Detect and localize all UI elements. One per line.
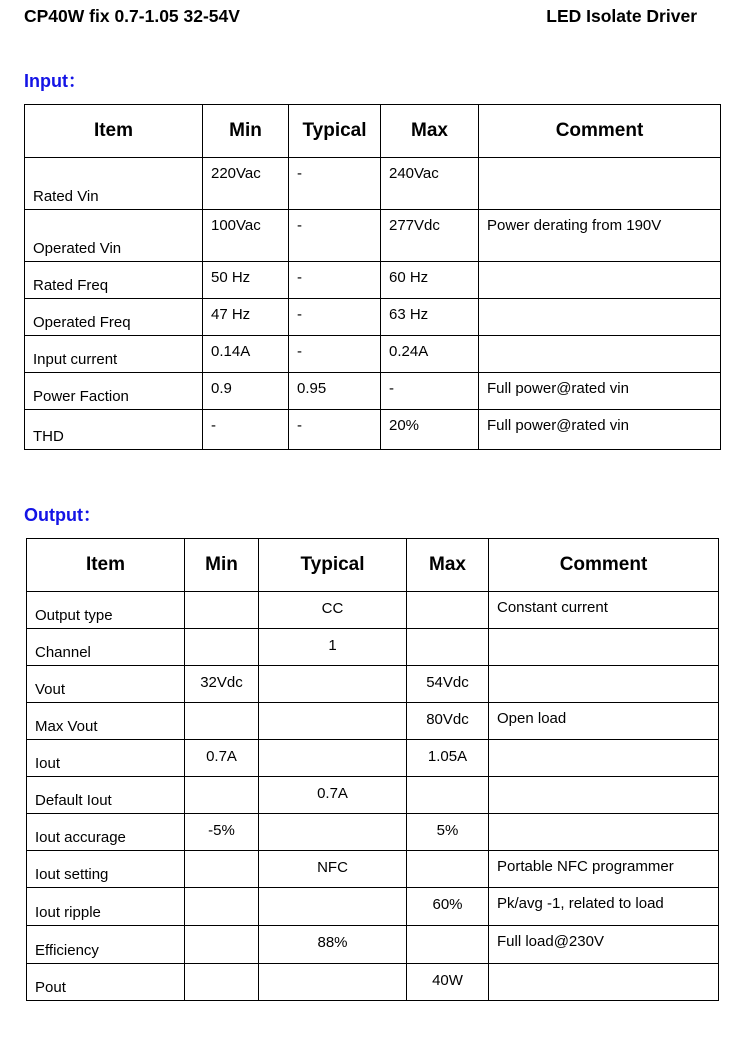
typical-cell: - [289, 262, 381, 299]
document-title: CP40W fix 0.7-1.05 32-54V [24, 6, 240, 26]
min-cell: -5% [185, 814, 259, 851]
typical-cell [259, 740, 407, 777]
min-cell [185, 888, 259, 926]
max-cell: 80Vdc [407, 703, 489, 740]
column-header-min: Min [203, 105, 289, 158]
column-header-min: Min [185, 539, 259, 592]
min-cell: 47 Hz [203, 299, 289, 336]
max-cell: 277Vdc [381, 210, 479, 262]
comment-cell [489, 964, 719, 1001]
comment-cell: Portable NFC programmer [489, 851, 719, 888]
table-row [25, 158, 721, 210]
min-cell [185, 629, 259, 666]
column-header-max: Max [407, 539, 489, 592]
comment-cell: Full power@rated vin [479, 410, 721, 450]
comment-cell [489, 814, 719, 851]
typical-cell: CC [259, 592, 407, 629]
output-section-title: Output： [24, 505, 101, 525]
max-cell: 60 Hz [381, 262, 479, 299]
min-cell: 32Vdc [185, 666, 259, 703]
table-row [25, 410, 721, 450]
comment-cell [479, 299, 721, 336]
item-cell: Efficiency [27, 926, 185, 964]
comment-cell: Open load [489, 703, 719, 740]
min-cell [185, 777, 259, 814]
item-cell: Max Vout [27, 703, 185, 740]
min-cell: 0.9 [203, 373, 289, 410]
min-cell [185, 592, 259, 629]
table-row [27, 629, 719, 666]
table-row [25, 210, 721, 262]
min-cell: 100Vac [203, 210, 289, 262]
item-cell: Operated Freq [25, 299, 203, 336]
typical-cell: 0.7A [259, 777, 407, 814]
comment-cell [489, 629, 719, 666]
typical-cell [259, 964, 407, 1001]
column-header-comment: Comment [479, 105, 721, 158]
table-header-row [27, 539, 719, 592]
typical-cell [259, 703, 407, 740]
item-cell: Output type [27, 592, 185, 629]
item-cell: Rated Freq [25, 262, 203, 299]
item-cell: THD [25, 410, 203, 450]
item-cell: Rated Vin [25, 158, 203, 210]
max-cell [407, 629, 489, 666]
max-cell [407, 777, 489, 814]
max-cell: - [381, 373, 479, 410]
table-row [27, 592, 719, 629]
comment-cell [479, 336, 721, 373]
min-cell: - [203, 410, 289, 450]
item-cell: Default Iout [27, 777, 185, 814]
item-cell: Vout [27, 666, 185, 703]
min-cell: 0.14A [203, 336, 289, 373]
output-spec-table [26, 538, 719, 1001]
comment-cell [489, 740, 719, 777]
item-cell: Input current [25, 336, 203, 373]
typical-cell [259, 814, 407, 851]
max-cell: 240Vac [381, 158, 479, 210]
min-cell [185, 703, 259, 740]
input-section-title: Input： [24, 71, 86, 91]
typical-cell [259, 888, 407, 926]
max-cell: 0.24A [381, 336, 479, 373]
table-row [25, 336, 721, 373]
table-row [27, 964, 719, 1001]
max-cell: 63 Hz [381, 299, 479, 336]
item-cell: Pout [27, 964, 185, 1001]
input-spec-table [24, 104, 721, 450]
min-cell [185, 964, 259, 1001]
column-header-comment: Comment [489, 539, 719, 592]
min-cell [185, 926, 259, 964]
max-cell [407, 592, 489, 629]
max-cell: 60% [407, 888, 489, 926]
min-cell: 220Vac [203, 158, 289, 210]
typical-cell: 88% [259, 926, 407, 964]
item-cell: Operated Vin [25, 210, 203, 262]
comment-cell: Power derating from 190V [479, 210, 721, 262]
item-cell: Power Faction [25, 373, 203, 410]
typical-cell: NFC [259, 851, 407, 888]
comment-cell [489, 666, 719, 703]
comment-cell: Full load@230V [489, 926, 719, 964]
comment-cell: Full power@rated vin [479, 373, 721, 410]
comment-cell: Constant current [489, 592, 719, 629]
typical-cell: - [289, 299, 381, 336]
max-cell: 5% [407, 814, 489, 851]
typical-cell [259, 666, 407, 703]
table-row [25, 373, 721, 410]
typical-cell: - [289, 410, 381, 450]
typical-cell: 1 [259, 629, 407, 666]
table-row [25, 299, 721, 336]
table-row [25, 262, 721, 299]
max-cell: 54Vdc [407, 666, 489, 703]
max-cell [407, 851, 489, 888]
comment-cell [489, 777, 719, 814]
column-header-item: Item [27, 539, 185, 592]
item-cell: Iout accurage [27, 814, 185, 851]
column-header-max: Max [381, 105, 479, 158]
comment-cell [479, 158, 721, 210]
table-row [27, 740, 719, 777]
typical-cell: - [289, 158, 381, 210]
max-cell: 20% [381, 410, 479, 450]
typical-cell: - [289, 210, 381, 262]
table-row [27, 888, 719, 926]
min-cell: 0.7A [185, 740, 259, 777]
table-header-row [25, 105, 721, 158]
column-header-item: Item [25, 105, 203, 158]
table-row [27, 814, 719, 851]
max-cell: 40W [407, 964, 489, 1001]
item-cell: Iout [27, 740, 185, 777]
table-row [27, 851, 719, 888]
table-row [27, 703, 719, 740]
item-cell: Iout setting [27, 851, 185, 888]
max-cell [407, 926, 489, 964]
table-row [27, 666, 719, 703]
item-cell: Iout ripple [27, 888, 185, 926]
document-subtitle: LED Isolate Driver [546, 6, 697, 26]
column-header-typical: Typical [289, 105, 381, 158]
comment-cell: Pk/avg -1, related to load [489, 888, 719, 926]
column-header-typical: Typical [259, 539, 407, 592]
comment-cell [479, 262, 721, 299]
min-cell [185, 851, 259, 888]
table-row [27, 777, 719, 814]
typical-cell: 0.95 [289, 373, 381, 410]
max-cell: 1.05A [407, 740, 489, 777]
table-row [27, 926, 719, 964]
typical-cell: - [289, 336, 381, 373]
min-cell: 50 Hz [203, 262, 289, 299]
item-cell: Channel [27, 629, 185, 666]
